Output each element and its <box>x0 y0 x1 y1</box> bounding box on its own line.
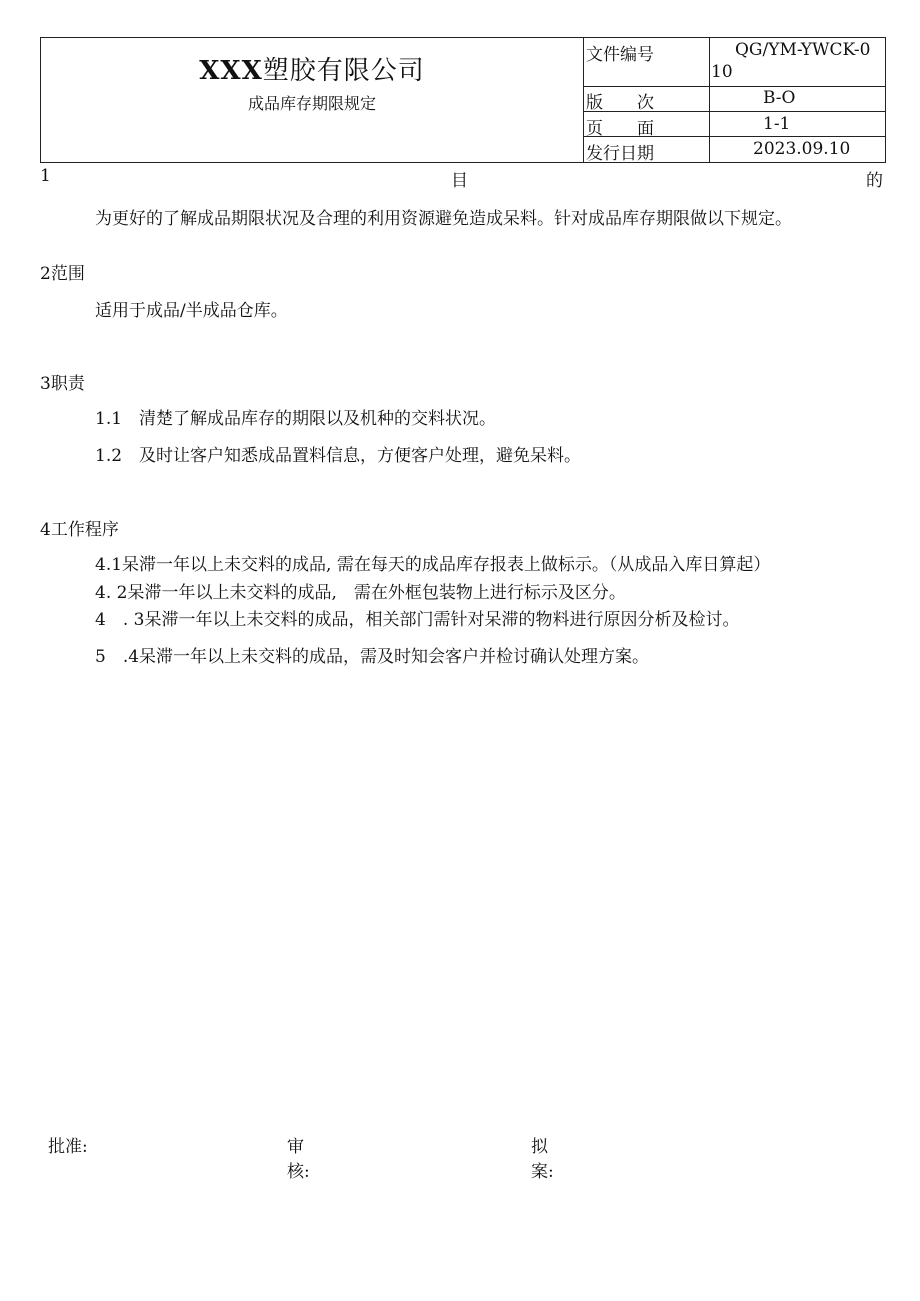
version-label: 版 次 <box>586 93 654 113</box>
section-4-title: 4工作程序 <box>40 520 119 540</box>
section-3-title: 3职责 <box>40 374 85 394</box>
section-1-number: 1 <box>40 166 51 186</box>
page-value: 1-1 <box>763 114 791 134</box>
section-1-heading-end: 的 <box>866 171 883 191</box>
issue-date-value: 2023.09.10 <box>753 139 851 159</box>
section-2-text: 适用于成品/半成品仓库。 <box>95 301 288 321</box>
section-1-text: 为更好的了解成品期限状况及合理的利用资源避免造成呆料。针对成品库存期限做以下规定。 <box>95 209 792 229</box>
doc-number-value: QG/YM-YWCK-0 <box>735 40 871 60</box>
page-label: 页 面 <box>586 119 654 139</box>
company-name: XXX塑胶有限公司 <box>199 56 425 86</box>
header-row-line <box>583 86 885 87</box>
doc-number-value-wrap: 10 <box>711 62 733 82</box>
doc-number-label: 文件编号 <box>586 45 654 65</box>
review-signature-label-top: 审 <box>287 1137 304 1157</box>
version-value: B-O <box>763 88 796 108</box>
issue-date-label: 发行日期 <box>586 144 654 164</box>
section-3-item: 1.1 清楚了解成品库存的期限以及机种的交料状况。 <box>95 409 497 429</box>
section-1-heading-mid: 目 <box>451 171 468 191</box>
draft-signature-label-top: 拟 <box>531 1137 548 1157</box>
section-4-item: 4. 2呆滞一年以上未交料的成品, 需在外框包装物上进行标示及区分。 <box>95 583 626 603</box>
header-divider <box>709 38 710 162</box>
section-4-item: 4.1呆滞一年以上未交料的成品, 需在每天的成品库存报表上做标示。（从成品入库日算起） <box>95 555 771 575</box>
document-title: 成品库存期限规定 <box>247 94 376 113</box>
document-header-table <box>40 37 886 163</box>
approve-signature-label: 批准: <box>48 1137 88 1157</box>
section-4-item: 4 . 3呆滞一年以上未交料的成品，相关部门需针对呆滞的物料进行原因分析及检讨。 <box>95 610 740 630</box>
review-signature-label-bottom: 核: <box>287 1162 310 1182</box>
draft-signature-label-bottom: 案: <box>531 1162 554 1182</box>
header-divider <box>583 38 584 162</box>
section-4-item: 5 .4呆滞一年以上未交料的成品，需及时知会客户并检讨确认处理方案。 <box>95 647 650 667</box>
section-2-title: 2范围 <box>40 264 85 284</box>
section-3-item: 1.2 及时让客户知悉成品置料信息，方便客户处理，避免呆料。 <box>95 446 582 466</box>
